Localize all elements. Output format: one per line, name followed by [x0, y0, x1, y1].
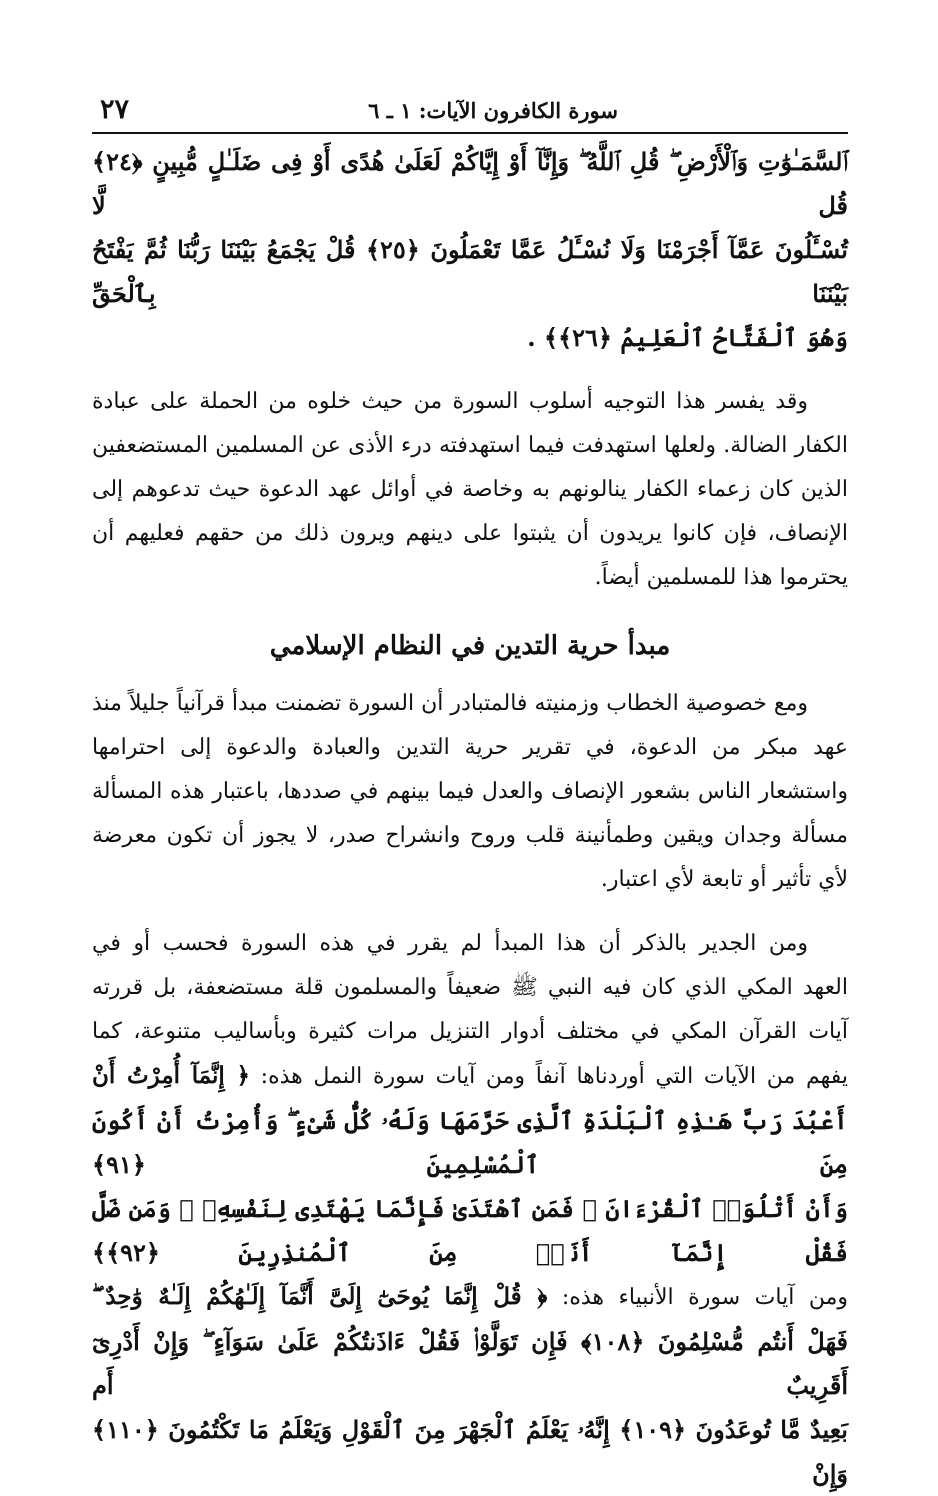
quran-line: ٱلسَّمَـٰوَٰتِ وَٱلْأَرْضِ ۖ قُلِ ٱللَّهُ ۖ وَإِنَّآ أَوْ إِيَّاكُمْ لَعَلَىٰ هُدًى أَوْ فِى ضَلَـٰلٍ مُّبِينٍ ﴿٢٤﴾ قُل لَّا — [92, 147, 848, 220]
anbiya-intro-line — [92, 1275, 848, 1320]
text-line: العهد المكي الذي كان فيه النبي ﷺ ضعيفاً والمسلمون قلة مستضعفة، بل قررته — [92, 975, 848, 1000]
anbiya-intro: ومن آيات سورة الأنبياء هذه: — [561, 1285, 849, 1310]
paragraph-2 — [92, 682, 848, 902]
paragraph-1 — [92, 380, 848, 600]
paragraph-3 — [92, 922, 848, 1496]
quran-line: وَأَنْ أَتْلُوَا۟ ٱلْقُرْءَانَ ۖ فَمَنِ ٱهْتَدَىٰ فَإِنَّمَا يَهْتَدِى لِنَفْسِهِۦ ۖ وَمَن ضَلَّ فَقُلْ إِنَّمَآ أَنَا۠ مِنَ ٱلْمُنذِرِينَ ﴿٩٢﴾﴾ — [92, 1194, 848, 1267]
running-title: سورة الكافرون الآيات: ١ ـ ٦ — [368, 98, 618, 123]
naml-quote-start: ﴿ إِنَّمَآ أُمِرْتُ أَنْ — [92, 1062, 250, 1089]
quran-line: بَعِيدٌ مَّا تُوعَدُونَ ﴿١٠٩﴾ إِنَّهُۥ يَعْلَمُ ٱلْجَهْرَ مِنَ ٱلْقَوْلِ وَيَعْلَمُ مَا تَكْتُمُونَ ﴿١١٠﴾ وَإِنْ — [92, 1415, 848, 1488]
page-header — [92, 92, 848, 134]
section-heading: مبدأ حرية التدين في النظام الإسلامي — [269, 631, 671, 661]
anbiya-quote-start: ﴿ قُلْ إِنَّمَا يُوحَىٰٓ إِلَىَّ أَنَّمَآ إِلَـٰهُكُمْ إِلَـٰهٌ وَٰحِدٌ ۖ — [92, 1283, 548, 1310]
quran-verses-top — [92, 140, 848, 360]
book-page — [92, 92, 848, 1496]
naml-intro-line — [92, 1054, 848, 1099]
quran-line: أَعْبُدَ رَبَّ هَـٰذِهِ ٱلْبَلْدَةِ ٱلَّذِى حَرَّمَهَا وَلَهُۥ كُلُّ شَىْءٍ ۖ وَأُمِرْتُ أَنْ أَكُونَ مِنَ ٱلْمُسْلِمِينَ ﴿٩١﴾ — [92, 1106, 848, 1179]
text-line: ومن الجدير بالذكر أن هذا المبدأ لم يقرر في هذه السورة فحسب أو في — [92, 931, 808, 956]
page-number: ٢٧ — [100, 94, 130, 125]
text-line: آيات القرآن المكي في مختلف أدوار التنزيل مرات كثيرة وبأساليب متنوعة، كما — [92, 1019, 848, 1044]
paragraph-2-text: ومع خصوصية الخطاب وزمنيته فالمتبادر أن السورة تضمنت مبدأ قرآنياً جليلاً منذ عهد مبكر من الدعوة، في تقرير حرية التدين والعبادة والدعوة إلى احترامها واستشعار الناس بشعور الإنصاف والعدل فيما بينهم في صددها، باعتبار هذه المسألة مسألة وجدان ويقين وطمأنينة قلب وروح وانشراح صدر، لا يجوز أن تكون معرضة لأي تأثير أو تابعة لأي اعتبار. — [92, 691, 848, 892]
paragraph-1-text: وقد يفسر هذا التوجيه أسلوب السورة من حيث خلوه من الحملة على عبادة الكفار الضالة. ولعلها استهدفت فيما استهدفته درء الأذى عن المسلمين المستضعفين الذين كان زعماء الكفار ينالونهم به وخاصة في أوائل عهد الدعوة حيث تدعوهم إلى الإنصاف، فإن كانوا يريدون أن يثبتوا على دينهم ويرون ذلك من حقهم فعليهم أن يحترموا هذا للمسلمين أيضاً. — [92, 389, 848, 590]
naml-intro: يفهم من الآيات التي أوردناها آنفاً ومن آيات سورة النمل هذه: — [260, 1064, 849, 1089]
quran-line: وَهُوَ ٱلْفَتَّاحُ ٱلْعَلِيمُ ﴿٢٦﴾﴾ . — [527, 323, 848, 352]
quran-line: فَهَلْ أَنتُم مُّسْلِمُونَ ﴿١٠٨﴾ فَإِن تَوَلَّوْا۟ فَقُلْ ءَاذَنتُكُمْ عَلَىٰ سَوَآءٍ ۖ وَإِنْ أَدْرِىٓ أَقَرِيبٌ أَم — [92, 1327, 849, 1400]
quran-line: تُسْـَٔلُونَ عَمَّآ أَجْرَمْنَا وَلَا نُسْـَٔلُ عَمَّا تَعْمَلُونَ ﴿٢٥﴾ قُلْ يَجْمَعُ بَيْنَنَا رَبُّنَا ثُمَّ يَفْتَحُ بَيْنَنَا بِٱلْحَقِّ — [92, 235, 848, 308]
